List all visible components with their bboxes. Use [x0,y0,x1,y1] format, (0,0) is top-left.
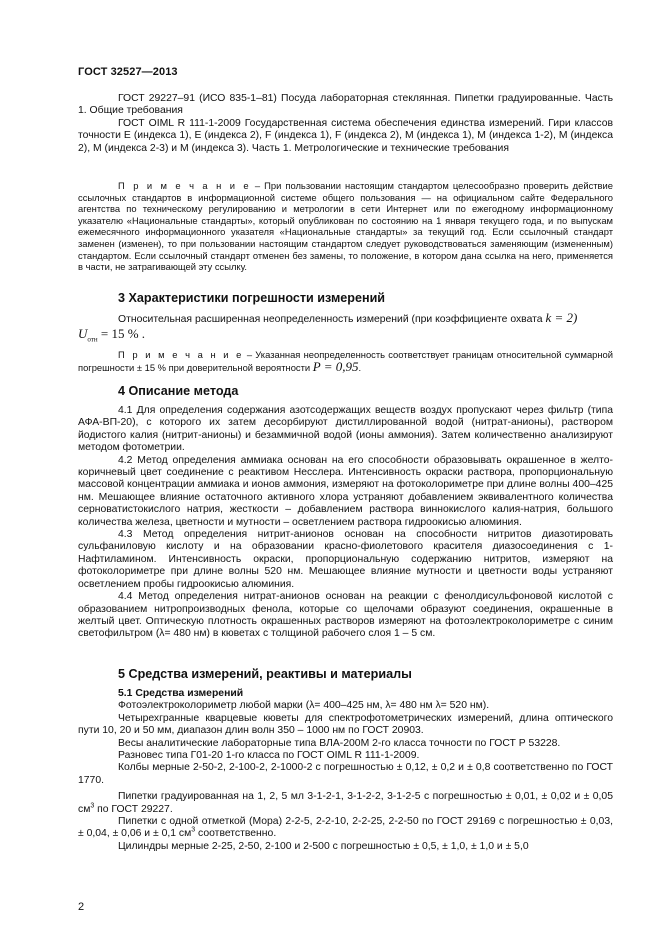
section-3-body [78,312,613,326]
paragraph: Колбы мерные 2-50-2, 2-100-2, 2-1000-2 с погрешностью ± 0,12, ± 0,2 и ± 0,8 соответственно по ГОСТ 1770. [78,762,613,786]
section-3-heading: 3 Характеристики погрешности измерений [118,291,386,305]
uncertainty-formula: $U_{отн} = 15$ % . [78,326,146,344]
subsection-5-1-heading: 5.1 Средства измерений [118,688,244,699]
section-4-body [78,405,613,641]
page-number: 2 [78,901,85,913]
section-5-heading: 5 Средства измерений, реактивы и материалы [118,667,412,681]
paragraph: Четырехгранные кварцевые кюветы для спектрофотометрических измерений, длина оптического пути 10, 20 и 50 мм, диапазон длин волн 350 – 1000 нм по ГОСТ 20903. [78,712,613,737]
note-text: – Указанная неопределенность соответствует границам относительной суммарной погрешности ± 15 % при доверительной вероятности [78,349,614,373]
section-5-body [78,688,613,853]
note-block [78,180,613,273]
reference-item: ГОСТ OIML R 111-1-2009 Государственная система обеспечения единства измерений. Гири классов точности E (индекса 1), E (индекса 2), F (индекса 1), F (индекса 2), M (индекса 1), M (индекса 1-2), M (индекса 2), M (индекса 2-3) и M (индекса 3). Часть 1. Метрологические и технические требования [78,117,613,154]
section-3-note: П р и м е ч а н и е – Указанная неопределенность соответствует границам относительной суммарной погрешности ± 15 % при доверительной вероятности P = 0,95. [78,349,614,374]
uncertainty-text: Относительная расширенная неопределенность измерений (при коэффициенте охвата [118,314,546,325]
references-block [78,93,613,155]
paragraph: Разновес типа Г01-20 1-го класса по ГОСТ OIML R 111-1-2009. [118,750,420,762]
paragraph: Фотоэлектроколориметр любой марки (λ= 400–425 нм, λ= 480 нм λ= 520 нм). [118,700,490,712]
note-label: П р и м е ч а н и е [118,349,244,360]
paragraph: Весы аналитические лабораторные типа ВЛА-200М 2-го класса точности по ГОСТ Р 53228. [118,737,561,749]
document-header: ГОСТ 32527—2013 [78,66,178,78]
note-label: П р и м е ч а н и е [118,180,251,191]
reference-item: ГОСТ 29227–91 (ИСО 835-1–81) Посуда лабораторная стеклянная. Пипетки градуированные. Часть 1. Общие требования [78,93,613,117]
section-4-heading: 4 Описание метода [118,384,239,398]
paragraph: Цилиндры мерные 2-25, 2-50, 2-100 и 2-500 с погрешностью ± 0,5, ± 1,0, ± 1,0 и ± 5,0 [118,840,529,852]
p-formula: P = 0,95 [312,358,359,374]
paragraph: Пипетки с одной отметкой (Мора) 2-2-5, 2-2-10, 2-2-25, 2-2-50 по ГОСТ 29169 с погрешностью ± 0,03, ± 0,04, ± 0,06 и ± 0,1 $см^3$ соответственно. [78,816,613,840]
paragraph: 4.4 Метод определения нитрат-анионов основан на реакции с фенолдисульфоновой кислотой с образованием нитропроизводных фенола, которые со щелочами образуют соединения, окрашенные в желтый цвет. Оптическую плотность окрашенных растворов измеряют на фотоэлектроколориметре с синим светофильтром (λ= 480 нм) в кюветах с толщиной рабочего слоя 1 – 5 см. [78,591,613,640]
paragraph: 4.3 Метод определения нитрит-анионов основан на способности нитритов диазотировать сульфаниловую кислоту и на образовании красно-фиолетового красителя диазосоединения с 1-Нафтиламином. Интенсивность окраски, пропорциональную содержанию нитритов, измеряют на фотоколориметре при длине волны 520 нм. Мешающее влияние мутности и цветности воды устраняют осветлением пробы гидроокисью алюминия. [78,529,613,590]
paragraph: 4.2 Метод определения аммиака основан на его способности образовывать окрашенное в желто-коричневый цвет соединение с реактивом Несслера. Интенсивность окраски раствора, пропорциональную массовой концентрации аммиака и ионов аммония, измеряют на фотоколориметре при длине волны 400–425 нм. Мешающее влияние остаточного активного хлора устраняют добавлением эквивалентного количества серноватистокислого натрия, жесткости – добавлением раствора виннокислого калия-натрия, большого количества железа, цветности и мутности – осветлением раствора гидроокисью алюминия. [78,454,613,528]
paragraph: 4.1 Для определения содержания азотсодержащих веществ воздух пропускают через фильтр (типа АФА-ВП-20), с которого их затем десорбируют дистиллированной водой (нитрат-анионы), раствором йодистого калия (нитрит-анионы) и безаммичной водой (ионы аммония). Затем количественно анализируют методом фотометрии. [78,405,613,454]
k-formula: k = 2) [545,310,578,325]
paragraph: Пипетки градуированная на 1, 2, 5 мл 3-1-2-1, 3-1-2-2, 3-1-2-5 с погрешностью ± 0,01, ± 0,02 и ± 0,05 $см^3$ по ГОСТ 29227. [78,791,613,815]
note-text: – При пользовании настоящим стандартом целесообразно проверить действие ссылочных стандартов в информационной системе общего пользования — на официальном сайте Федерального агентства по техническому регулированию и метрологии в сети Интернет или по ежегодному информационному указателю «Национальные стандарты», который опубликован по состоянию на 1 января текущего года, и по выпускам ежемесячного информационного указателя «Национальные стандарты» за текущий год. Если ссылочный стандарт заменен (изменен), то при пользовании настоящим стандартом следует руководствоваться заменяющим (измененным) стандартом. Если ссылочный стандарт отменен без замены, то положение, в котором дана ссылка на него, применяется в части, не затрагивающей эту ссылку. [78,180,613,273]
